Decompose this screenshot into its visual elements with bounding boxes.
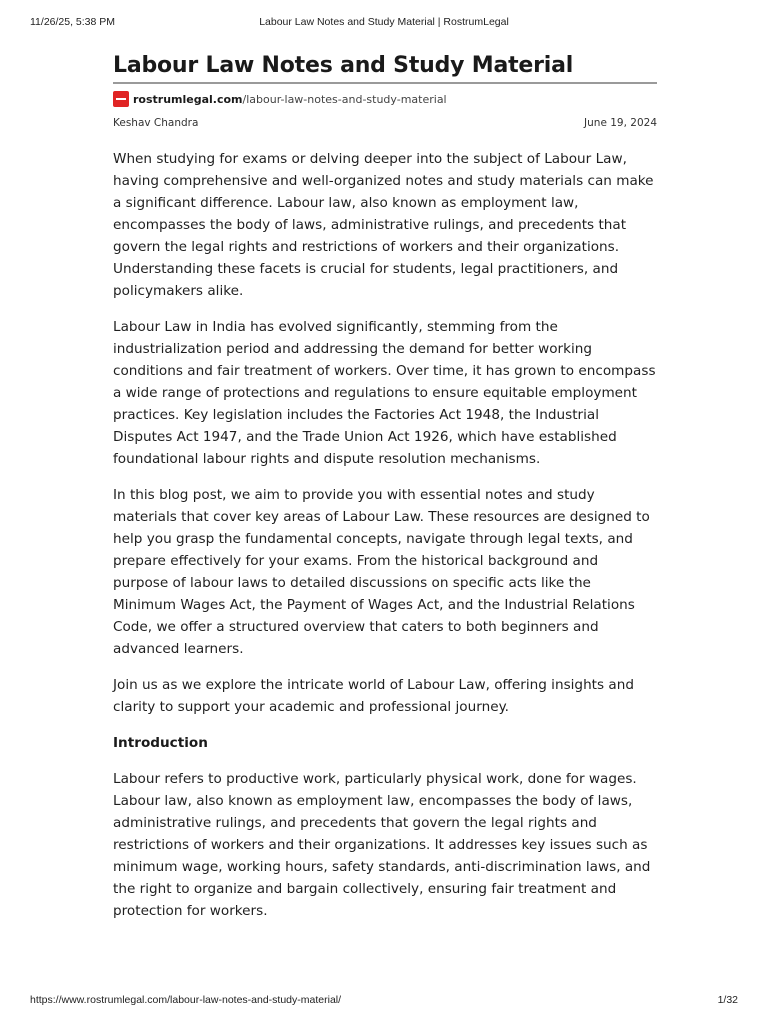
publish-date: June 19, 2024 xyxy=(584,117,657,129)
section-heading: Introduction xyxy=(113,735,208,751)
print-url: https://www.rostrumlegal.com/labour-law-notes-and-study-material/ xyxy=(30,994,342,1006)
print-datetime: 11/26/25, 5:38 PM xyxy=(30,16,116,28)
article xyxy=(113,50,657,936)
print-page-title: Labour Law Notes and Study Material | RostrumLegal xyxy=(259,16,509,28)
source-link[interactable] xyxy=(113,91,657,107)
paragraph: Join us as we explore the intricate world of Labour Law, offering insights and clarity to support your academic and professional journey. xyxy=(113,677,634,715)
paragraph: In this blog post, we aim to provide you with essential notes and study materials that cover key areas of Labour Law. These resources are designed to help you grasp the fundamental concepts, navigate through legal texts, and prepare effectively for your exams. From the historical background and purpose of labour laws to detailed discussions on specific acts like the Minimum Wages Act, the Payment of Wages Act, and the Industrial Relations Code, we offer a structured overview that caters to both beginners and advanced learners. xyxy=(113,487,650,657)
source-path[interactable]: /labour-law-notes-and-study-material xyxy=(242,92,447,106)
source-domain[interactable]: rostrumlegal.com xyxy=(133,92,243,106)
print-header xyxy=(30,16,738,30)
page-number: 1/32 xyxy=(717,994,738,1006)
rostrumlegal-logo-icon xyxy=(113,91,129,107)
print-footer xyxy=(30,994,738,1008)
title-divider xyxy=(113,82,657,84)
paragraph: Labour refers to productive work, particularly physical work, done for wages. Labour law, also known as employment law, encompasses the body of laws, administrative rulings, and precedents that govern the legal rights and restrictions of workers and their organizations. It addresses key issues such as minimum wage, working hours, safety standards, anti-discrimination laws, and the right to organize and bargain collectively, ensuring fair treatment and protection for workers. xyxy=(113,771,651,919)
article-body xyxy=(113,148,657,922)
article-meta xyxy=(113,117,657,129)
paragraph: Labour Law in India has evolved significantly, stemming from the industrialization period and addressing the demand for better working conditions and fair treatment of workers. Over time, it has grown to encompass a wide range of protections and regulations to ensure equitable employment practices. Key legislation includes the Factories Act 1948, the Industrial Disputes Act 1947, and the Trade Union Act 1926, which have established foundational labour rights and dispute resolution mechanisms. xyxy=(113,319,656,467)
paragraph: When studying for exams or delving deeper into the subject of Labour Law, having comprehensive and well-organized notes and study materials can make a significant difference. Labour law, also known as employment law, encompasses the body of laws, administrative rulings, and precedents that govern the legal rights and restrictions of workers and their organizations. Understanding these facets is crucial for students, legal practitioners, and policymakers alike. xyxy=(113,151,654,299)
author-name: Keshav Chandra xyxy=(113,117,199,129)
article-title: Labour Law Notes and Study Material xyxy=(113,53,574,78)
